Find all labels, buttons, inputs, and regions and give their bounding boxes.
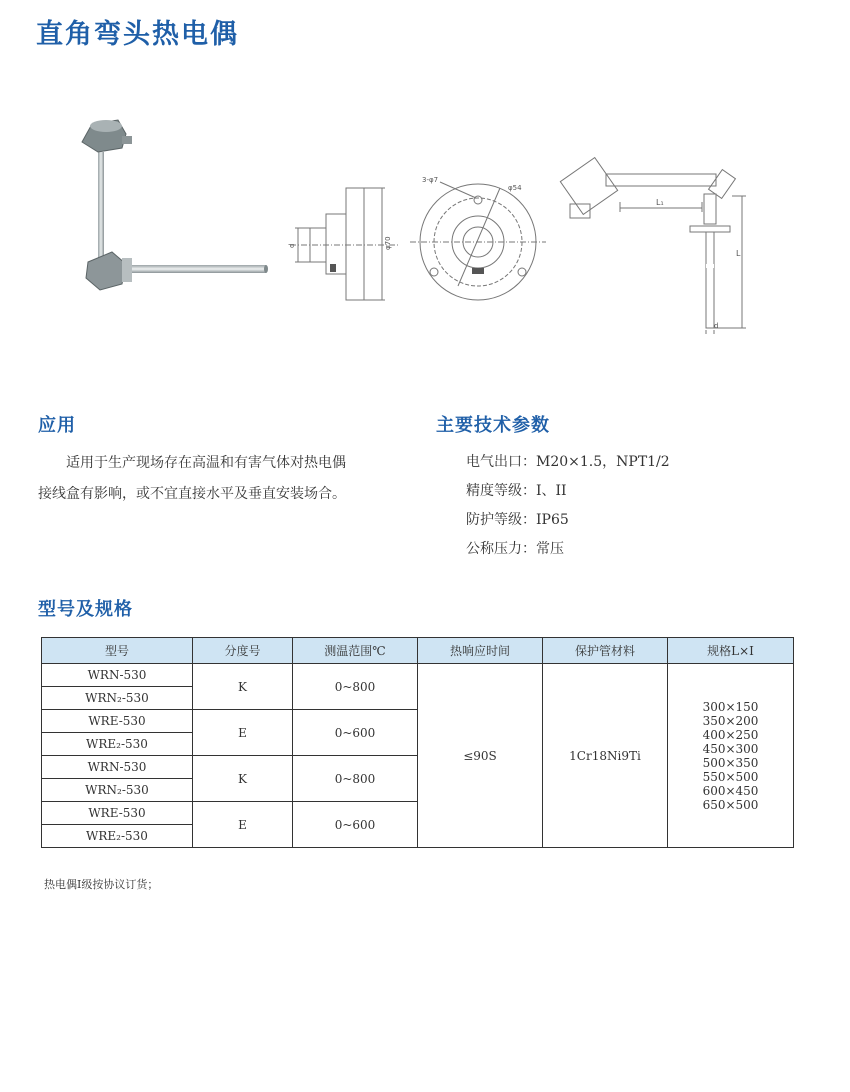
col-index: 分度号 xyxy=(193,638,293,664)
size-item: 550×500 xyxy=(702,769,759,784)
material-cell: 1Cr18Ni9Ti xyxy=(543,664,668,848)
index-cell: K xyxy=(193,756,293,802)
tech-item-pressure: 公称压力：常压 xyxy=(466,541,564,557)
right-angle-drawing xyxy=(556,150,756,335)
response-cell: ≤90S xyxy=(418,664,543,848)
tech-list xyxy=(466,448,670,564)
model-cell: WRE-530 xyxy=(42,710,193,733)
size-item: 400×250 xyxy=(702,727,759,742)
order-note: 热电偶I级按协议订货； xyxy=(44,878,159,891)
side-d-label: d xyxy=(288,243,296,248)
size-item: 300×150 xyxy=(702,699,759,714)
index-cell: K xyxy=(193,664,293,710)
col-range: 测温范围℃ xyxy=(293,638,418,664)
right-L-label: L xyxy=(736,249,741,258)
model-cell: WRE₂-530 xyxy=(42,733,193,756)
table-header-row xyxy=(42,638,794,664)
range-cell: 0~600 xyxy=(293,710,418,756)
application-text xyxy=(38,448,408,510)
spec-table xyxy=(41,637,794,848)
application-heading: 应用 xyxy=(38,415,76,436)
size-item: 350×200 xyxy=(702,713,759,728)
size-item: 500×350 xyxy=(702,755,759,770)
index-cell: E xyxy=(193,802,293,848)
tech-item-protection: 防护等级：IP65 xyxy=(466,512,569,528)
model-cell: WRN-530 xyxy=(42,664,193,687)
table-row xyxy=(42,664,794,687)
model-cell: WRN₂-530 xyxy=(42,687,193,710)
front-view-drawing xyxy=(410,168,550,313)
application-line-2: 接线盒有影响，或不宜直接水平及垂直安装场合。 xyxy=(38,486,346,502)
right-d-label: d xyxy=(714,322,719,330)
model-cell: WRN₂-530 xyxy=(42,779,193,802)
models-heading: 型号及规格 xyxy=(38,599,133,620)
front-holes-label: 3-φ7 xyxy=(422,176,439,184)
size-item: 650×500 xyxy=(702,797,759,812)
side-view-drawing xyxy=(290,180,400,310)
size-cell xyxy=(668,664,794,848)
front-phi-label: φ54 xyxy=(508,184,522,192)
col-size: 规格L×I xyxy=(668,638,794,664)
range-cell: 0~600 xyxy=(293,802,418,848)
col-material: 保护管材料 xyxy=(543,638,668,664)
col-response: 热响应时间 xyxy=(418,638,543,664)
range-cell: 0~800 xyxy=(293,756,418,802)
page-title: 直角弯头热电偶 xyxy=(36,19,239,50)
tech-item-outlet: 电气出口：M20×1.5，NPT1/2 xyxy=(466,454,670,470)
right-L1-label: L₁ xyxy=(656,198,664,207)
product-photo xyxy=(78,112,278,312)
index-cell: E xyxy=(193,710,293,756)
size-item: 600×450 xyxy=(702,783,759,798)
model-cell: WRN-530 xyxy=(42,756,193,779)
tech-item-accuracy: 精度等级：I、II xyxy=(466,483,567,499)
model-cell: WRE-530 xyxy=(42,802,193,825)
side-phi-label: φ70 xyxy=(384,236,392,250)
col-model: 型号 xyxy=(42,638,193,664)
tech-heading: 主要技术参数 xyxy=(436,415,550,436)
application-line-1: 适用于生产现场存在高温和有害气体对热电偶 xyxy=(66,455,346,471)
size-item: 450×300 xyxy=(702,741,759,756)
range-cell: 0~800 xyxy=(293,664,418,710)
model-cell: WRE₂-530 xyxy=(42,825,193,848)
